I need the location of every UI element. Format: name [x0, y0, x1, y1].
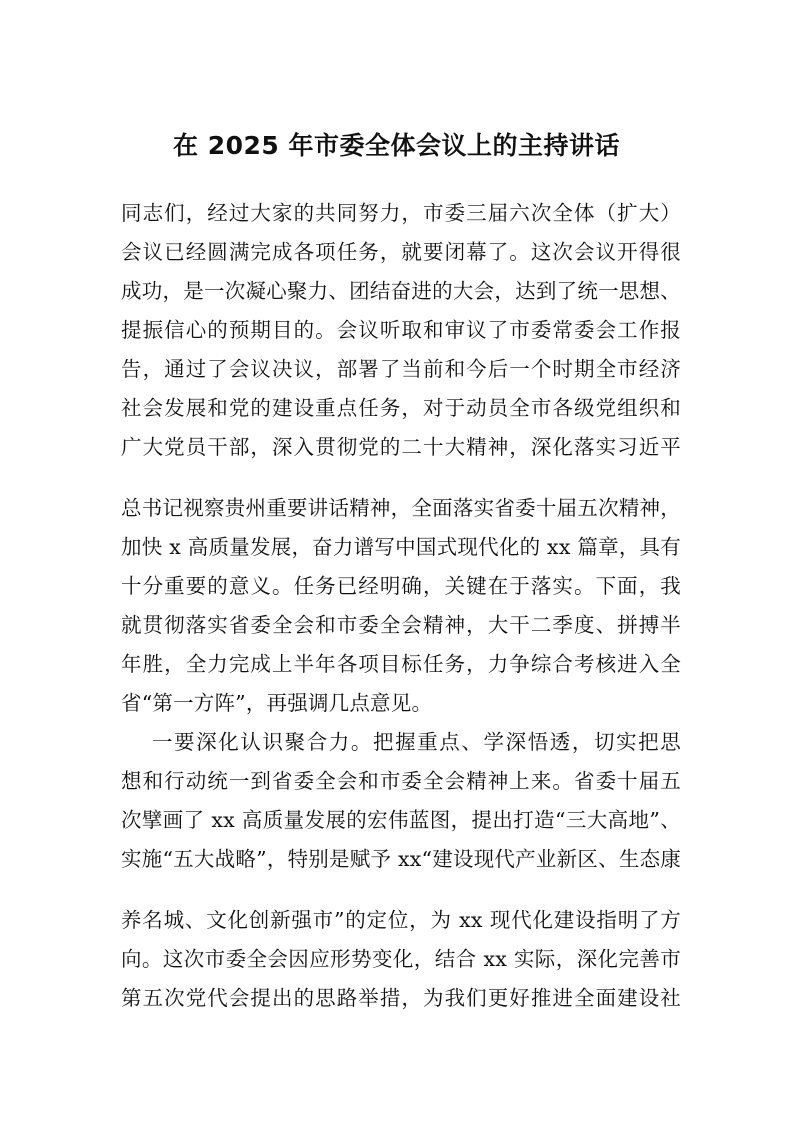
paragraph-line: 成功，是一次凝心聚力、团结奋进的大会，达到了统一思想、: [121, 279, 681, 303]
paragraph-line: 总书记视察贵州重要讲话精神，全面落实省委十届五次精神，: [121, 496, 681, 520]
paragraph-line: 实施“五大战略”，特别是赋予 xx“建设现代产业新区、生态康: [121, 847, 681, 871]
paragraph-line: 提振信心的预期目的。会议听取和审议了市委常委会工作报: [121, 318, 681, 342]
paragraph-line: 告，通过了会议决议，部署了当前和今后一个时期全市经济: [121, 357, 681, 381]
paragraph-line: 会议已经圆满完成各项任务，就要闭幕了。这次会议开得很: [121, 240, 681, 264]
paragraph-line: 向。这次市委全会因应形势变化，结合 xx 实际，深化完善市: [121, 947, 681, 971]
paragraph-line: 省“第一方阵”，再强调几点意见。: [121, 691, 433, 715]
document-title: 在 2025 年市委全体会议上的主持讲话: [173, 131, 620, 160]
paragraph-line: 十分重要的意义。任务已经明确，关键在于落实。下面，我: [121, 574, 681, 598]
paragraph-line: 广大党员干部，深入贯彻党的二十大精神，深化落实习近平: [121, 435, 681, 459]
paragraph-line: 加快 x 高质量发展，奋力谱写中国式现代化的 xx 篇章，具有: [121, 535, 681, 559]
paragraph-line: 第五次党代会提出的思路举措，为我们更好推进全面建设社: [121, 986, 681, 1010]
paragraph-line: 社会发展和党的建设重点任务，对于动员全市各级党组织和: [121, 396, 681, 420]
paragraph-line: 养名城、文化创新强市”的定位，为 xx 现代化建设指明了方: [121, 908, 681, 932]
paragraph-line: 次擘画了 xx 高质量发展的宏伟蓝图，提出打造“三大高地”、: [121, 808, 681, 832]
paragraph-line: 想和行动统一到省委全会和市委全会精神上来。省委十届五: [121, 769, 681, 793]
paragraph-line: 就贯彻落实省委全会和市委全会精神，大干二季度、拼搏半: [121, 613, 681, 637]
paragraph-line: 一要深化认识聚合力。把握重点、学深悟透，切实把思: [152, 730, 681, 754]
paragraph-line: 年胜，全力完成上半年各项目标任务，力争综合考核进入全: [121, 652, 681, 676]
paragraph-line: 同志们，经过大家的共同努力，市委三届六次全体（扩大）: [121, 201, 681, 225]
